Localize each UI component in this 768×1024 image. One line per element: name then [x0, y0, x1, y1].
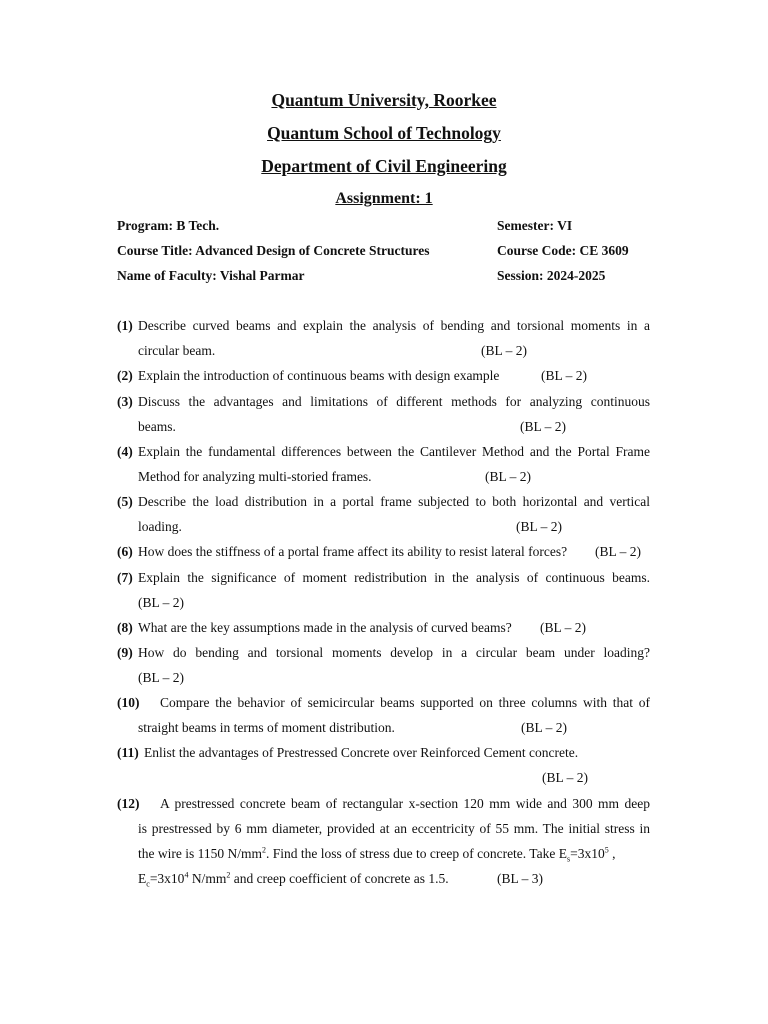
question-text-line	[138, 841, 650, 866]
question-number: (6)	[117, 544, 133, 559]
text-run: . Find the loss of stress due to creep of concrete. Take E	[266, 846, 567, 861]
subscript: s	[566, 854, 571, 864]
question-number: (11)	[117, 745, 139, 760]
question-text-line: Explain the significance of moment redistribution in the analysis of continuous beams.	[138, 570, 650, 585]
assignment-title: Assignment: 1	[335, 190, 433, 207]
question-text-line: is prestressed by 6 mm diameter, provided at an eccentricity of 55 mm. The initial stress in	[138, 821, 650, 836]
question-number: (7)	[117, 570, 133, 585]
question-number: (2)	[117, 368, 133, 383]
question-number: (8)	[117, 620, 133, 635]
text-run: the wire is 1150 N/mm	[138, 846, 262, 861]
bloom-level: (BL – 3)	[497, 871, 543, 886]
question-text-line: circular beam.	[138, 343, 216, 358]
question-number: (10)	[117, 695, 140, 710]
question-text-line: How do bending and torsional moments develop in a circular beam under loading?	[138, 645, 650, 660]
question-text-line	[138, 866, 650, 891]
question-number: (4)	[117, 444, 133, 459]
program-label: Program: B Tech.	[117, 218, 220, 233]
question-text-line: straight beams in terms of moment distribution.	[138, 720, 395, 735]
text-run: =3x10	[570, 846, 605, 861]
superscript: 5	[604, 845, 609, 855]
question-text-line: Discuss the advantages and limitations of different methods for analyzing continuous	[138, 394, 650, 409]
question-text-line: Describe curved beams and explain the analysis of bending and torsional moments in a	[138, 318, 650, 333]
question-text-line: A prestressed concrete beam of rectangular x-section 120 mm wide and 300 mm deep	[160, 796, 650, 811]
question-number: (9)	[117, 645, 133, 660]
bloom-level: (BL – 2)	[541, 368, 587, 383]
question-text-line: Method for analyzing multi-storied frames.	[138, 469, 372, 484]
superscript: 4	[184, 870, 189, 880]
bloom-level: (BL – 2)	[485, 469, 531, 484]
text-run: N/mm	[188, 871, 227, 886]
text-run: ,	[608, 846, 616, 861]
question-number: (5)	[117, 494, 133, 509]
text-run: and creep coefficient of concrete as 1.5.	[230, 871, 449, 886]
question-text-line: What are the key assumptions made in the analysis of curved beams?	[138, 620, 512, 635]
faculty-label: Name of Faculty: Vishal Parmar	[117, 268, 305, 283]
superscript: 2	[226, 870, 231, 880]
semester-label: Semester: VI	[497, 218, 573, 233]
question-text-line: Describe the load distribution in a portal frame subjected to both horizontal and vertical	[138, 494, 650, 509]
course-code-label: Course Code: CE 3609	[497, 243, 629, 258]
question-text-line: Explain the introduction of continuous beams with design example	[138, 368, 500, 383]
question-text-line: Compare the behavior of semicircular beams supported on three columns with that of	[160, 695, 650, 710]
school-title: Quantum School of Technology	[267, 123, 501, 143]
question-text-line: Explain the fundamental differences between the Cantilever Method and the Portal Frame	[138, 444, 650, 459]
bloom-level: (BL – 2)	[138, 595, 184, 610]
question-number: (1)	[117, 318, 133, 333]
subscript: c	[146, 879, 150, 889]
bloom-level: (BL – 2)	[521, 720, 567, 735]
bloom-level: (BL – 2)	[520, 419, 566, 434]
bloom-level: (BL – 2)	[516, 519, 562, 534]
superscript: 2	[262, 845, 266, 855]
question-number: (12)	[117, 796, 140, 811]
question-number: (3)	[117, 394, 133, 409]
question-text-line: How does the stiffness of a portal frame affect its ability to resist lateral forces?	[138, 544, 568, 559]
bloom-level: (BL – 2)	[540, 620, 586, 635]
text-run: E	[138, 871, 147, 886]
bloom-level: (BL – 2)	[542, 770, 588, 785]
bloom-level: (BL – 2)	[595, 544, 641, 559]
department-title: Department of Civil Engineering	[261, 156, 507, 176]
bloom-level: (BL – 2)	[138, 670, 184, 685]
question-text-line: beams.	[138, 419, 176, 434]
session-label: Session: 2024-2025	[497, 268, 606, 283]
question-text-line: Enlist the advantages of Prestressed Concrete over Reinforced Cement concrete.	[144, 745, 579, 760]
university-title: Quantum University, Roorkee	[271, 90, 497, 110]
question-text-line: loading.	[138, 519, 182, 534]
bloom-level: (BL – 2)	[481, 343, 527, 358]
text-run: =3x10	[149, 871, 185, 886]
course-title-label: Course Title: Advanced Design of Concrete Structures	[117, 243, 430, 258]
